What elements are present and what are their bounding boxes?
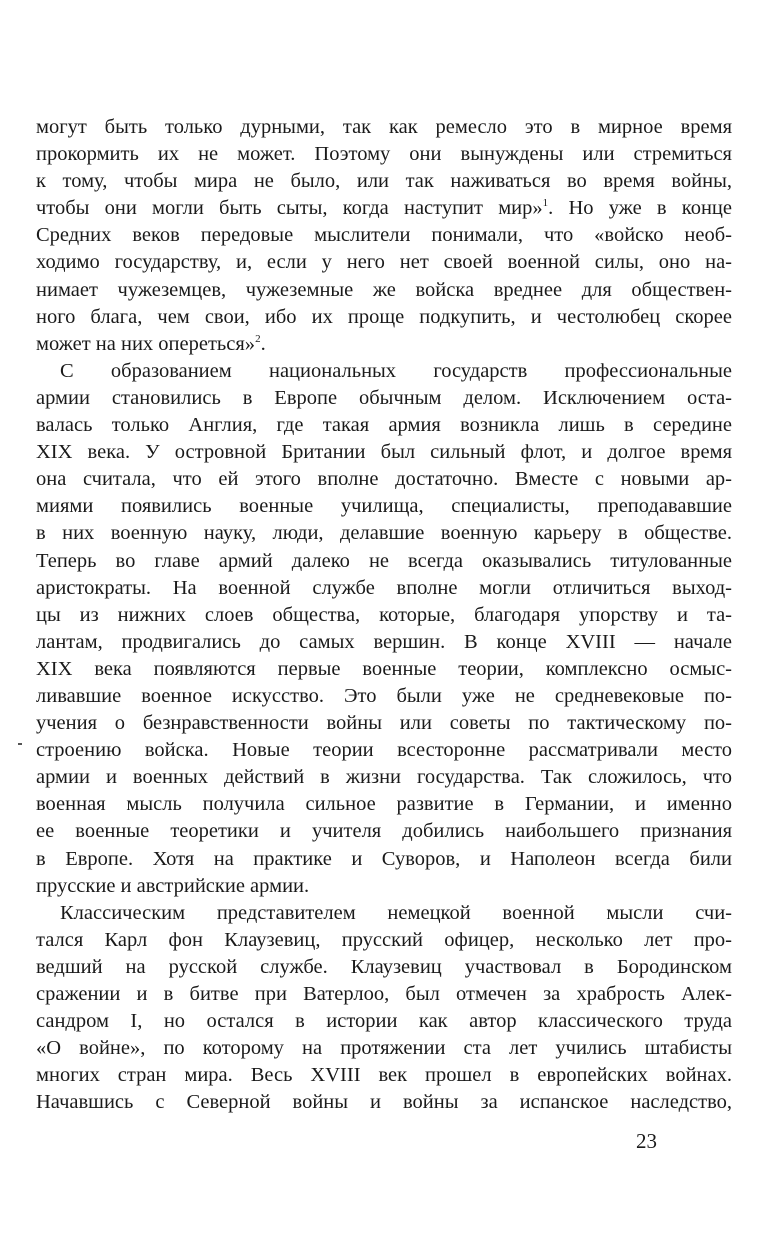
text-line: в Европе. Хотя на практике и Суворов, и Наполеон всегда били [36,847,732,870]
text-line: армии и военных действий в жизни государства. Так сложилось, что [36,766,732,789]
text-line: Классическим представителем немецкой военной мысли счи- [60,901,732,924]
text-line: учения о безнравственности войны или советы по тактическому по- [36,712,732,735]
quote-end-text: может на них опереться» [36,332,256,355]
text-line: сандром I, но остался в истории как автор классического труда [36,1010,732,1033]
text-line: ходимо государству, и, если у него нет своей военной силы, оно на- [36,251,732,274]
text-line: XIX века. У островной Британии был сильный флот, и долгое время [36,441,732,464]
text-line [36,331,732,358]
text-line: сражении и в битве при Ватерлоо, был отмечен за храбрость Алек- [36,983,732,1005]
text-line: ее военные теоретики и учителя добились наибольшего признания [36,820,732,843]
text-line: «О войне», по которому на протяжении ста лет учились штабисты [36,1037,732,1060]
text-line: прусские и австрийские армии. [36,874,310,897]
text-line: ведший на русской службе. Клаузевиц участвовал в Бородинском [36,955,732,978]
text-line: Средних веков передовые мыслители понимали, что «войско необ- [36,224,732,247]
text-line: многих стран мира. Весь XVIII век прошел в европейских войнах. [36,1064,732,1087]
text-line: Начавшись с Северной войны и войны за испанское наследство, [36,1091,732,1114]
quote-end-text: чтобы они могли быть сыты, когда наступит мир» [36,197,543,220]
text-line: Теперь во главе армий далеко не всегда оказывались титулованные [36,549,732,572]
text-line: могут быть только дурными, так как ремесло это в мирное время [36,116,732,138]
body-text [36,114,732,1116]
text-line: ного блага, чем свои, ибо их проще подкупить, и честолюбец скорее [36,305,732,328]
text-line: она считала, что ей этого вполне достаточно. Вместе с новыми ар- [36,468,732,491]
text-line: С образованием национальных государств профессиональные [60,359,732,382]
text-line: тался Карл фон Клаузевиц, прусский офицер, несколько лет про- [36,928,732,951]
footnote-marker: 1 [542,197,549,210]
text-line: ливавшие военное искусство. Это были уже не средневековые по- [36,684,732,707]
scan-artifact [18,743,22,745]
text-line: XIX века появляются первые военные теории, комплексно осмыс- [36,657,732,680]
text-line: в них военную науку, люди, делавшие военную карьеру в обществе. [36,522,732,545]
text-line: нимает чужеземцев, чужеземные же войска вреднее для обществен- [36,278,732,301]
text-line: военная мысль получила сильное развитие в Германии, и именно [36,793,732,816]
text-line: прокормить их не может. Поэтому они вынуждены или стремиться [36,143,732,166]
text-line: армии становились в Европе обычным делом. Исключением оста- [36,386,732,409]
text-line: аристократы. На военной службе вполне могли отличиться выход- [36,576,732,599]
text-line: цы из нижних слоев общества, которые, благодаря упорству и та- [36,603,732,626]
sentence-start-text: . Но уже в конце [548,197,732,220]
footnote-marker: 2 [255,332,261,345]
text-line: валась только Англия, где такая армия возникла лишь в середине [36,414,732,437]
text-line: к тому, чтобы мира не было, или так наживаться во время войны, [36,170,732,193]
text-line: миями появились военные училища, специалисты, преподававшие [36,495,732,518]
page-number: 23 [636,1129,657,1153]
text-line: лантам, продвигались до самых вершин. В конце XVIII — начале [36,630,732,653]
text-line: строению войска. Новые теории всесторонне рассматривали место [36,739,732,762]
period: . [260,332,266,355]
text-line [36,195,732,222]
